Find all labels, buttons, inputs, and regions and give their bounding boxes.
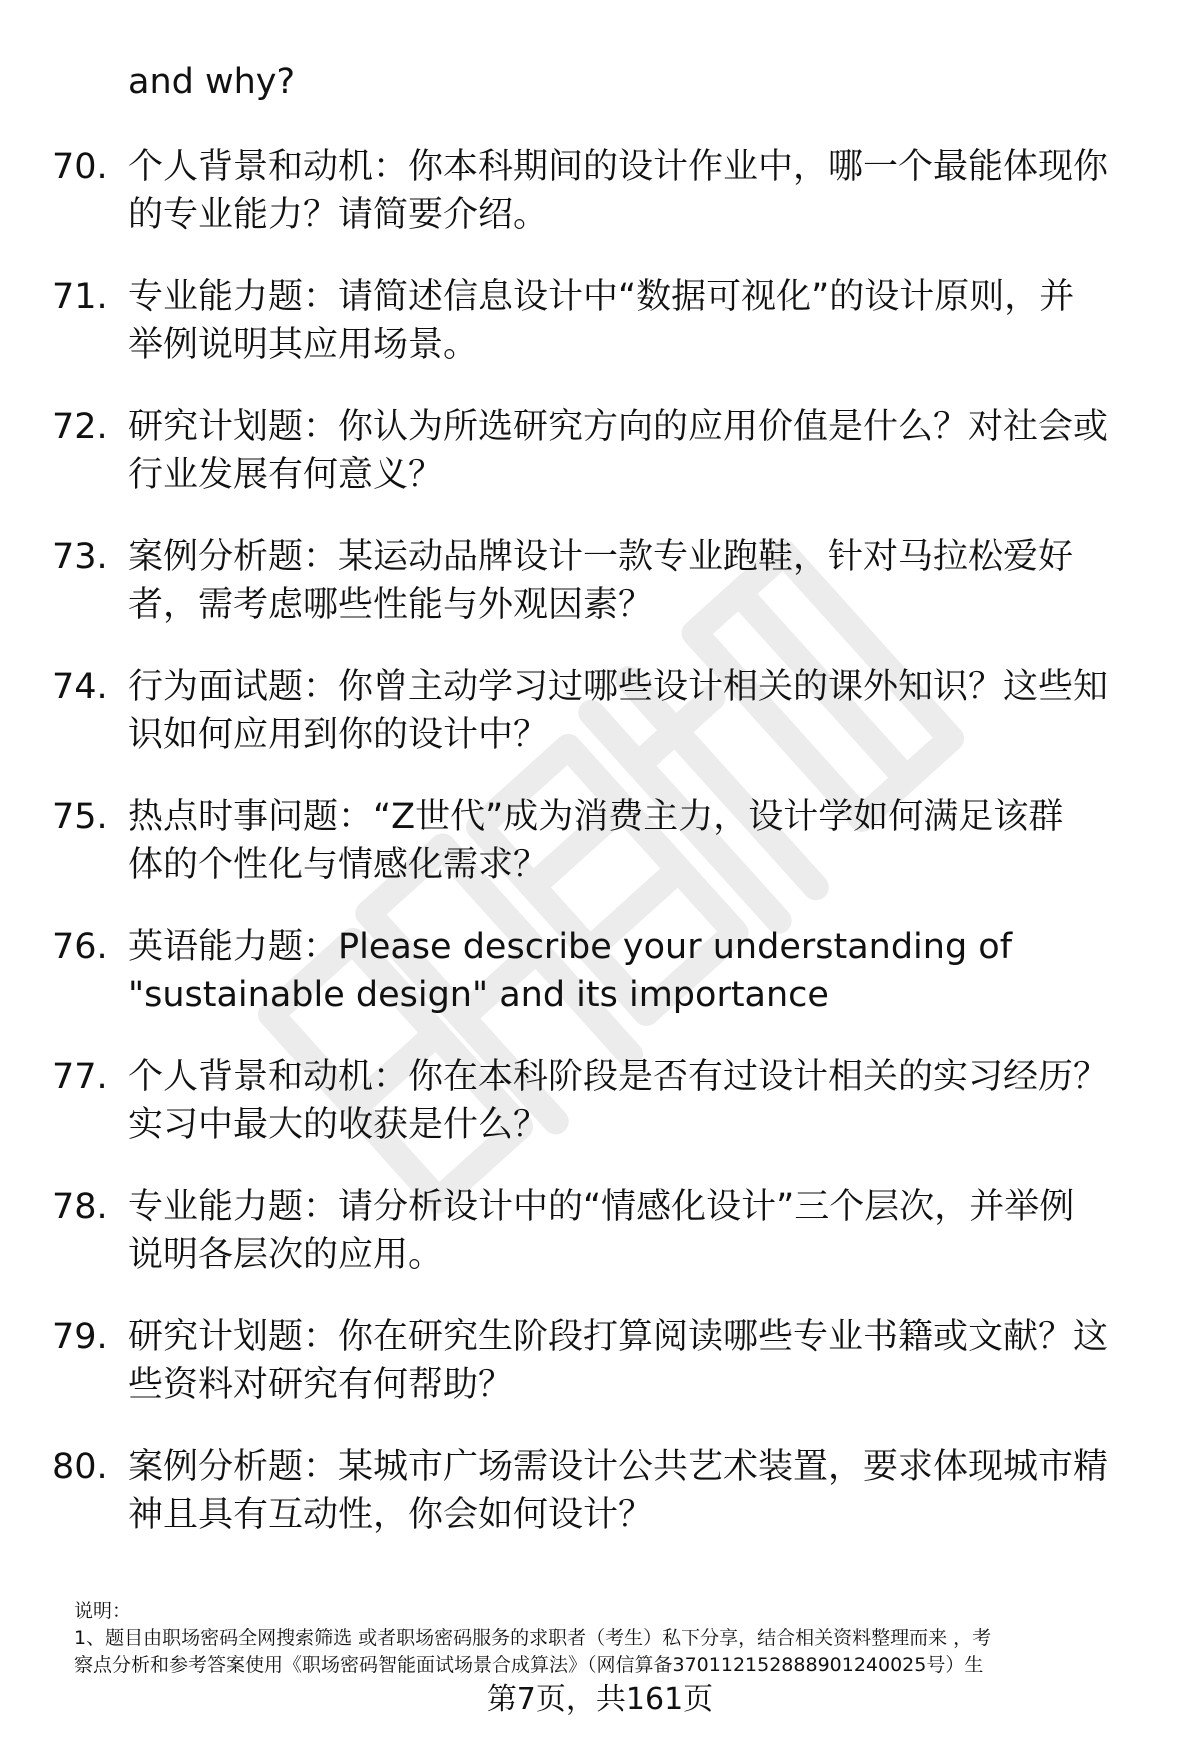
question-item bbox=[0, 273, 1200, 403]
question-number: 76. bbox=[52, 927, 108, 967]
notes-line-1: 1、题目由职场密码全网搜索筛选 或者职场密码服务的求职者（考生）私下分享，结合相关资料整理而来 ，考 bbox=[74, 1627, 992, 1649]
question-number: 80. bbox=[52, 1447, 108, 1487]
question-number: 77. bbox=[52, 1057, 108, 1097]
question-item bbox=[0, 1443, 1200, 1573]
question-line: 个人背景和动机：你本科期间的设计作业中，哪一个最能体现你 bbox=[128, 147, 1109, 187]
question-line: 说明各层次的应用。 bbox=[128, 1235, 444, 1275]
question-text bbox=[128, 1443, 1138, 1539]
question-line: 体的个性化与情感化需求？ bbox=[128, 845, 549, 885]
question-line: 行业发展有何意义？ bbox=[128, 455, 444, 495]
question-list bbox=[0, 143, 1200, 1573]
question-item bbox=[0, 143, 1200, 273]
question-number: 73. bbox=[52, 537, 108, 577]
question-line: 案例分析题：某城市广场需设计公共艺术装置，要求体现城市精 bbox=[128, 1447, 1109, 1487]
question-number: 75. bbox=[52, 797, 108, 837]
question-line: 者，需考虑哪些性能与外观因素？ bbox=[128, 585, 654, 625]
question-line: 研究计划题：你在研究生阶段打算阅读哪些专业书籍或文献？这 bbox=[128, 1317, 1109, 1357]
question-item bbox=[0, 663, 1200, 793]
question-number: 72. bbox=[52, 407, 108, 447]
page-number: 第7页，共161页 bbox=[486, 1682, 714, 1717]
question-item bbox=[0, 793, 1200, 923]
question-line: 行为面试题：你曾主动学习过哪些设计相关的课外知识？这些知 bbox=[128, 667, 1109, 707]
question-line: 研究计划题：你认为所选研究方向的应用价值是什么？对社会或 bbox=[128, 407, 1109, 447]
question-text bbox=[128, 1183, 1138, 1279]
question-line: 专业能力题：请简述信息设计中“数据可视化”的设计原则，并 bbox=[128, 277, 1075, 317]
question-line: 英语能力题：Please describe your understanding of bbox=[128, 927, 1013, 967]
question-line: 案例分析题：某运动品牌设计一款专业跑鞋，针对马拉松爱好 bbox=[128, 537, 1074, 577]
question-line: 热点时事问题：“Z世代”成为消费主力，设计学如何满足该群 bbox=[128, 797, 1064, 837]
notes-title: 说明： bbox=[74, 1600, 132, 1622]
question-text bbox=[128, 1313, 1138, 1409]
question-text bbox=[128, 143, 1138, 239]
question-number: 71. bbox=[52, 277, 108, 317]
question-text bbox=[128, 273, 1138, 369]
question-line: 个人背景和动机：你在本科阶段是否有过设计相关的实习经历？ bbox=[128, 1057, 1109, 1097]
question-line: 识如何应用到你的设计中？ bbox=[128, 715, 549, 755]
question-line: 举例说明其应用场景。 bbox=[128, 325, 479, 365]
notes-line-2: 察点分析和参考答案使用《职场密码智能面试场景合成算法》（网信算备370112152888901240025号）生 bbox=[74, 1654, 984, 1676]
question-text bbox=[128, 663, 1138, 759]
question-number: 79. bbox=[52, 1317, 108, 1357]
question-text bbox=[128, 923, 1138, 1019]
question-number: 70. bbox=[52, 147, 108, 187]
question-text bbox=[128, 1053, 1138, 1149]
question-item bbox=[0, 1313, 1200, 1443]
question-line: 的专业能力？请简要介绍。 bbox=[128, 195, 549, 235]
notes-section bbox=[74, 1598, 1154, 1679]
question-text bbox=[128, 403, 1138, 499]
question-text bbox=[128, 793, 1138, 889]
continued-text: and why? bbox=[128, 62, 296, 102]
question-text bbox=[128, 533, 1138, 629]
question-item bbox=[0, 403, 1200, 533]
question-item bbox=[0, 1053, 1200, 1183]
question-number: 74. bbox=[52, 667, 108, 707]
question-line: 专业能力题：请分析设计中的“情感化设计”三个层次，并举例 bbox=[128, 1187, 1075, 1227]
question-item bbox=[0, 1183, 1200, 1313]
question-line: 神且具有互动性，你会如何设计？ bbox=[128, 1495, 654, 1535]
question-item bbox=[0, 923, 1200, 1053]
question-line: "sustainable design" and its importance bbox=[128, 975, 829, 1015]
question-line: 些资料对研究有何帮助？ bbox=[128, 1365, 514, 1405]
question-item bbox=[0, 533, 1200, 663]
question-number: 78. bbox=[52, 1187, 108, 1227]
question-line: 实习中最大的收获是什么？ bbox=[128, 1105, 549, 1145]
